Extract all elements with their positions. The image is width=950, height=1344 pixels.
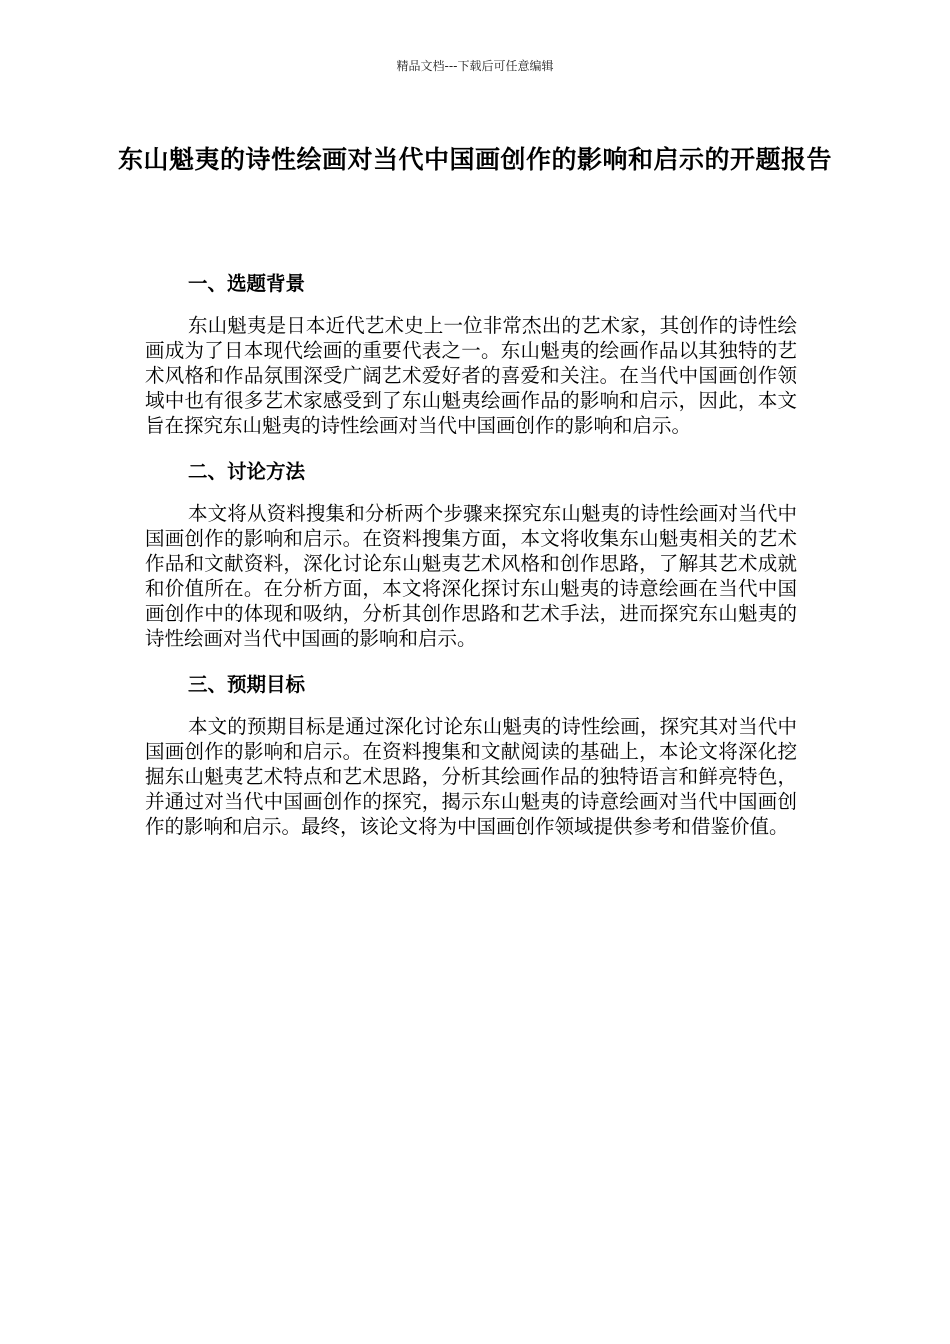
section-paragraph-method: 本文将从资料搜集和分析两个步骤来探究东山魁夷的诗性绘画对当代中国画创作的影响和启示。在资料搜集方面，本文将收集东山魁夷相关的艺术作品和文献资料，深化讨论东山魁夷艺术风格和创作思路，了解其艺术成就和价值所在。在分析方面，本文将深化探讨东山魁夷的诗意绘画在当代中国画创作中的体现和吸纳，分析其创作思路和艺术手法，进而探究东山魁夷的诗性绘画对当代中国画的影响和启示。 — [145, 502, 797, 650]
section-heading-goals: 三、预期目标 — [188, 673, 306, 696]
section-heading-background: 一、选题背景 — [188, 272, 306, 295]
section-paragraph-background: 东山魁夷是日本近代艺术史上一位非常杰出的艺术家，其创作的诗性绘画成为了日本现代绘画的重要代表之一。东山魁夷的绘画作品以其独特的艺术风格和作品氛围深受广阔艺术爱好者的喜爱和关注。在当代中国画创作领域中也有很多艺术家感受到了东山魁夷绘画作品的影响和启示，因此，本文旨在探究东山魁夷的诗性绘画对当代中国画创作的影响和启示。 — [145, 314, 797, 437]
section-heading-method: 二、讨论方法 — [188, 460, 306, 483]
document-title: 东山魁夷的诗性绘画对当代中国画创作的影响和启示的开题报告 — [117, 145, 832, 174]
header-note: 精品文档---下载后可任意编辑 — [396, 59, 554, 73]
document-body — [145, 268, 797, 857]
section-paragraph-goals: 本文的预期目标是通过深化讨论东山魁夷的诗性绘画，探究其对当代中国画创作的影响和启示。在资料搜集和文献阅读的基础上，本论文将深化挖掘东山魁夷艺术特点和艺术思路，分析其绘画作品的独特语言和鲜亮特色，并通过对当代中国画创作的探究，揭示东山魁夷的诗意绘画对当代中国画创作的影响和启示。最终，该论文将为中国画创作领域提供参考和借鉴价值。 — [145, 715, 797, 838]
